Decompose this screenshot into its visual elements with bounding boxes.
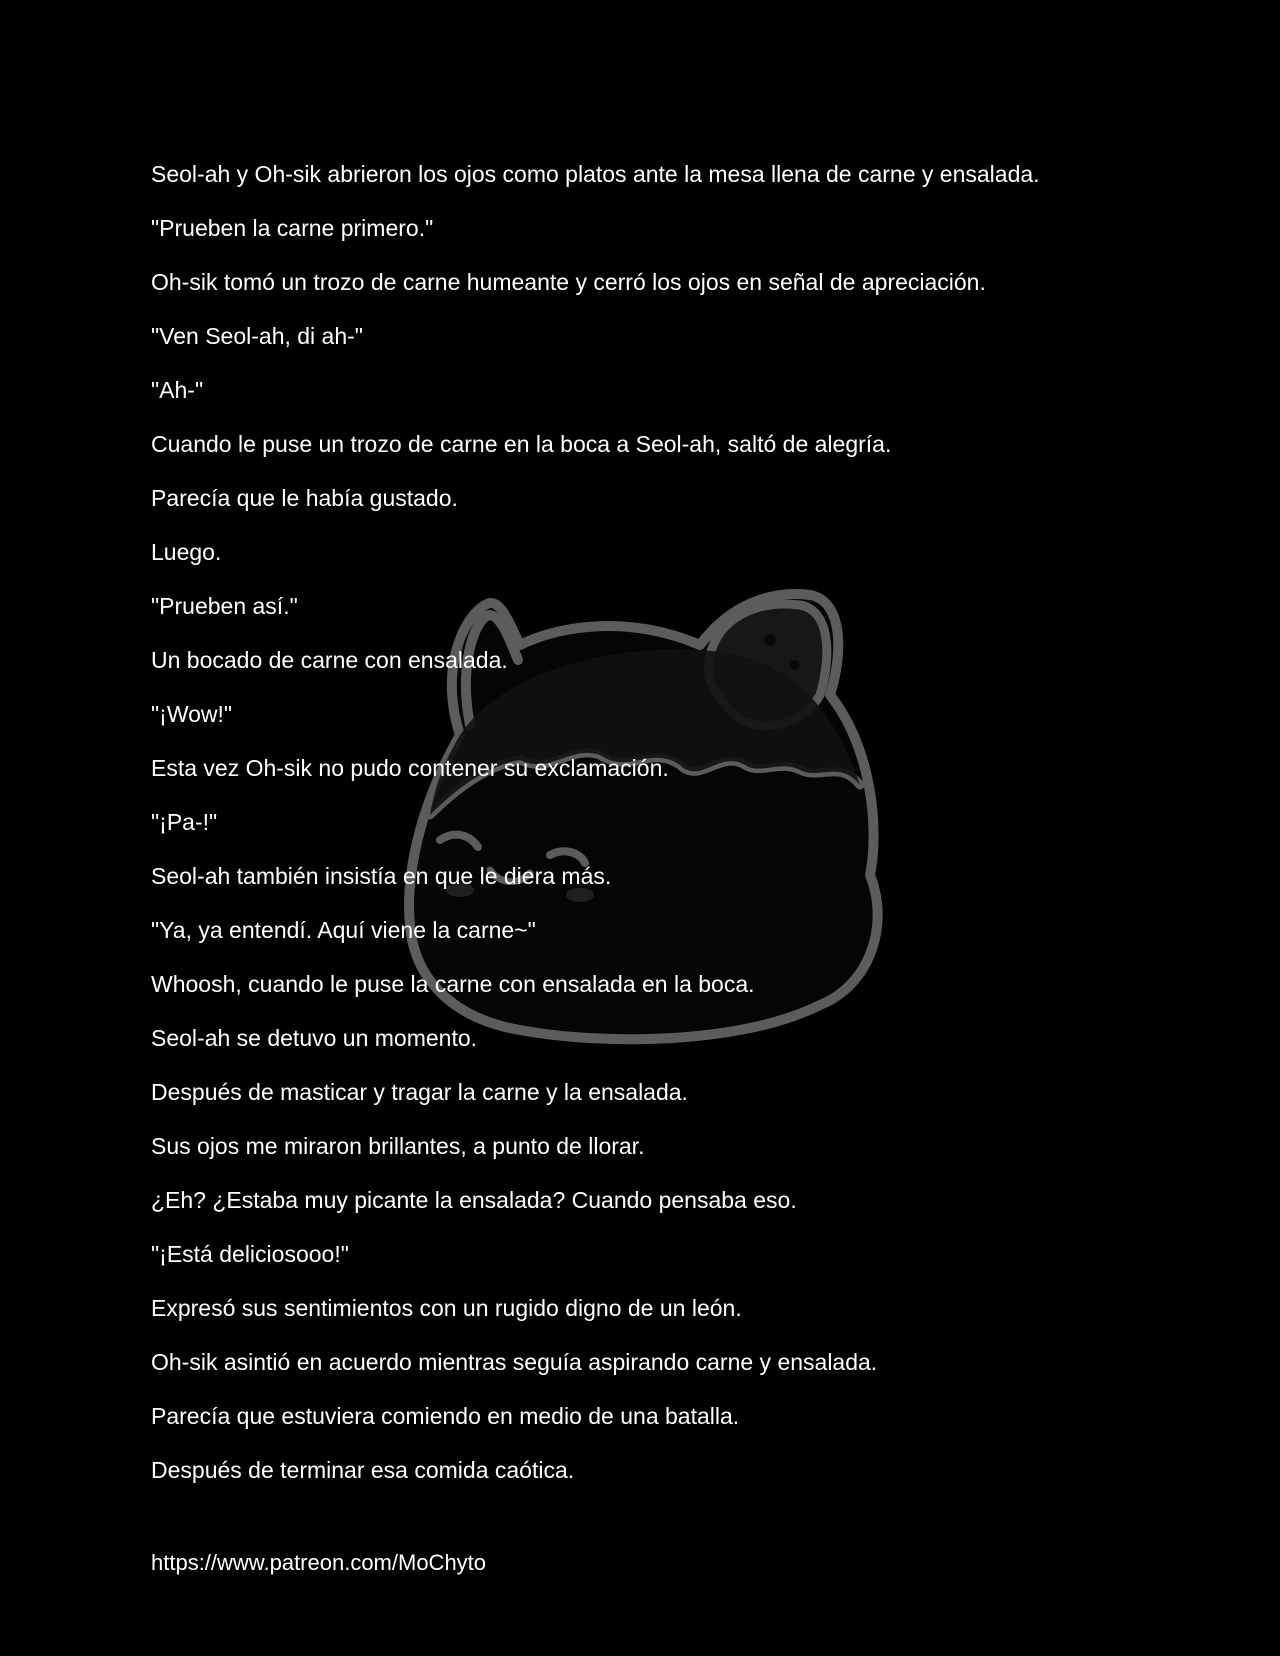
- story-line: ¿Eh? ¿Estaba muy picante la ensalada? Cuando pensaba eso.: [151, 1187, 797, 1213]
- story-line: Whoosh, cuando le puse la carne con ensalada en la boca.: [151, 971, 755, 997]
- story-line: Oh-sik tomó un trozo de carne humeante y cerró los ojos en señal de apreciación.: [151, 269, 986, 295]
- story-line: Cuando le puse un trozo de carne en la boca a Seol-ah, saltó de alegría.: [151, 431, 892, 457]
- story-line: Parecía que le había gustado.: [151, 485, 458, 511]
- story-line: "¡Wow!": [151, 701, 233, 727]
- story-line: "Ya, ya entendí. Aquí viene la carne~": [151, 917, 536, 943]
- story-line: Sus ojos me miraron brillantes, a punto de llorar.: [151, 1133, 645, 1159]
- story-line: "Prueben así.": [151, 593, 298, 619]
- story-line: "¡Pa-!": [151, 809, 218, 835]
- story-line: Expresó sus sentimientos con un rugido digno de un león.: [151, 1295, 742, 1321]
- story-line: Seol-ah también insistía en que le diera más.: [151, 863, 612, 889]
- story-line: "¡Está deliciosooo!": [151, 1241, 349, 1267]
- story-line: Oh-sik asintió en acuerdo mientras seguía aspirando carne y ensalada.: [151, 1349, 878, 1375]
- story-line: Un bocado de carne con ensalada.: [151, 647, 508, 673]
- story-line: "Ven Seol-ah, di ah-": [151, 323, 363, 349]
- story-line: Seol-ah y Oh-sik abrieron los ojos como platos ante la mesa llena de carne y ensalada.: [151, 161, 1040, 187]
- story-line: Luego.: [151, 539, 222, 565]
- story-line: "Prueben la carne primero.": [151, 215, 434, 241]
- story-line: Parecía que estuviera comiendo en medio de una batalla.: [151, 1403, 740, 1429]
- story-line: Seol-ah se detuvo un momento.: [151, 1025, 478, 1051]
- story-line: Después de masticar y tragar la carne y la ensalada.: [151, 1079, 688, 1105]
- story-line: "Ah-": [151, 377, 204, 403]
- patreon-link[interactable]: https://www.patreon.com/MoChyto: [151, 1550, 487, 1575]
- story-text: [151, 147, 1151, 1497]
- story-line: Después de terminar esa comida caótica.: [151, 1457, 575, 1483]
- story-line: Esta vez Oh-sik no pudo contener su exclamación.: [151, 755, 669, 781]
